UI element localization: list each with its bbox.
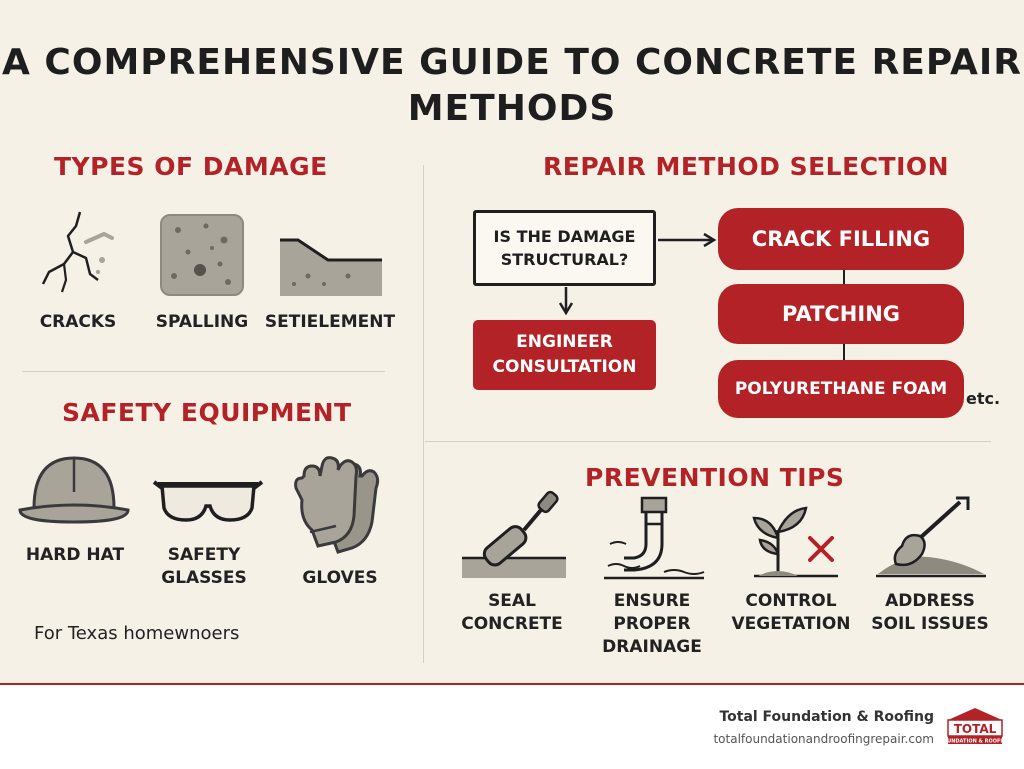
damage-label-settlement: SETIELEMENT	[264, 312, 396, 332]
method-polyurethane-foam: POLYURETHANE FOAM	[718, 360, 964, 418]
safety-glasses-icon	[152, 474, 264, 526]
paint-roller-icon	[462, 490, 570, 582]
damage-label-cracks: CRACKS	[39, 312, 117, 332]
engineer-line-2: CONSULTATION	[492, 357, 637, 377]
logo-text: TOTAL	[953, 722, 997, 736]
hard-hat-icon	[16, 452, 132, 526]
plant-icon	[748, 504, 844, 582]
prevention-label-drainage-line-2: PROPER	[613, 614, 691, 634]
structural-question-box	[473, 210, 656, 286]
prevention-label-seal-line-1: SEAL	[488, 591, 536, 611]
safety-label-glasses-line-2: GLASSES	[161, 568, 247, 588]
damage-label-spalling: SPALLING	[155, 312, 249, 332]
footer-background	[0, 685, 1024, 769]
right-horizontal-divider	[425, 441, 991, 442]
prevention-label-vegetation-line-2: VEGETATION	[731, 614, 851, 634]
prevention-label-drainage	[596, 590, 708, 659]
crack-icon	[40, 212, 120, 297]
shovel-icon	[876, 492, 988, 582]
question-line-1: IS THE DAMAGE	[493, 227, 636, 246]
prevention-label-seal-line-2: CONCRETE	[461, 614, 563, 634]
safety-label-glasses	[150, 544, 258, 590]
company-url[interactable]: totalfoundationandroofingrepair.com	[713, 732, 934, 746]
footer-accent-line	[0, 683, 1024, 685]
prevention-label-vegetation-line-1: CONTROL	[745, 591, 837, 611]
methods-etc-label: etc.	[966, 389, 1001, 408]
safety-equipment-heading: SAFETY EQUIPMENT	[62, 398, 352, 427]
prevention-label-soil-line-1: ADDRESS	[885, 591, 975, 611]
types-of-damage-heading: TYPES OF DAMAGE	[54, 152, 328, 181]
safety-label-glasses-line-1: SAFETY	[167, 545, 241, 565]
downspout-icon	[604, 494, 706, 582]
prevention-label-drainage-line-3: DRAINAGE	[602, 637, 702, 657]
repair-method-heading: REPAIR METHOD SELECTION	[543, 152, 950, 181]
question-line-2: STRUCTURAL?	[500, 250, 629, 269]
engineer-consultation-box	[473, 320, 656, 390]
safety-label-hard-hat: HARD HAT	[25, 545, 125, 565]
spalling-icon	[158, 212, 246, 298]
company-logo	[939, 706, 1011, 746]
engineer-line-1: ENGINEER	[516, 332, 613, 352]
flow-arrow-down	[558, 287, 574, 317]
method-crack-filling: CRACK FILLING	[718, 208, 964, 270]
safety-label-gloves: GLOVES	[302, 568, 378, 588]
prevention-tips-heading: PREVENTION TIPS	[585, 463, 845, 492]
prevention-label-soil-line-2: SOIL ISSUES	[871, 614, 989, 634]
settlement-icon	[278, 236, 384, 298]
texas-homeowners-note: For Texas homewnoers	[34, 623, 240, 644]
prevention-label-drainage-line-1: ENSURE	[613, 591, 691, 611]
prevention-label-vegetation	[726, 590, 856, 636]
method-patching: PATCHING	[718, 284, 964, 344]
prevention-label-seal	[452, 590, 572, 636]
company-name: Total Foundation & Roofing	[719, 709, 934, 725]
prevention-label-soil	[870, 590, 990, 636]
page-title: A COMPREHENSIVE GUIDE TO CONCRETE REPAIR METHODS	[2, 42, 1022, 129]
vertical-divider	[423, 165, 424, 663]
gloves-icon	[292, 452, 396, 558]
left-horizontal-divider	[22, 371, 385, 372]
logo-subtext: FOUNDATION & ROOFING	[939, 738, 1011, 745]
flow-arrow-right	[658, 232, 720, 248]
